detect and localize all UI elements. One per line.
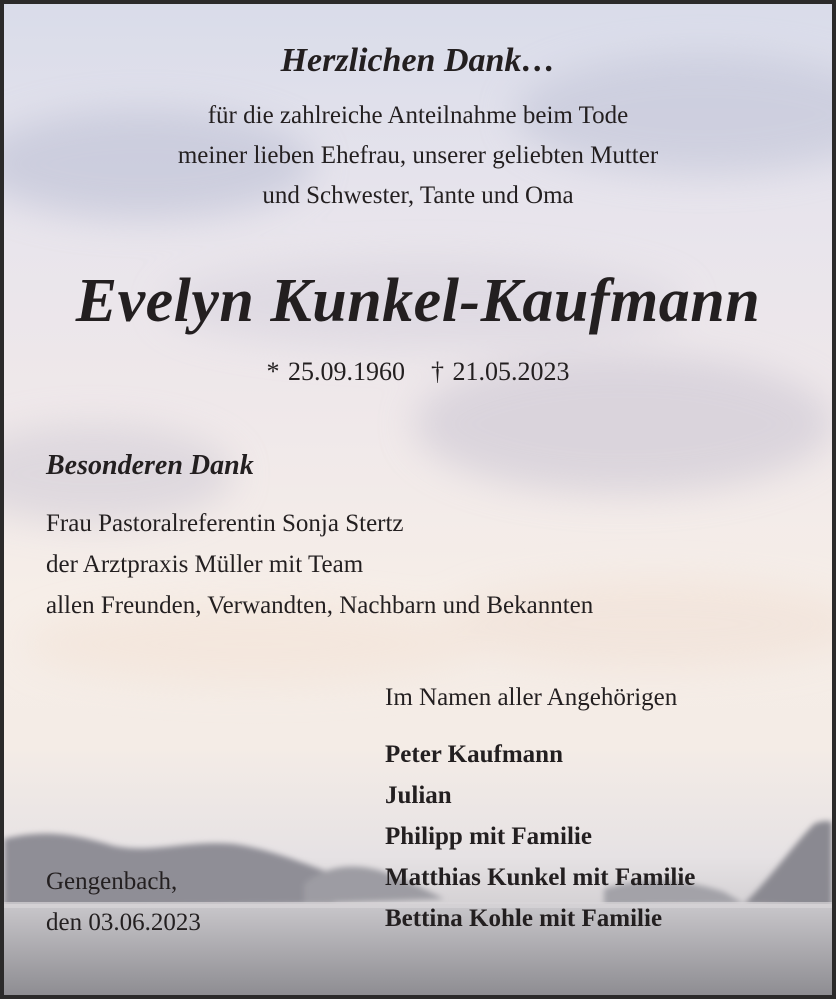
special-thanks-item: der Arztpraxis Müller mit Team: [46, 551, 364, 578]
special-thanks-item: Frau Pastoralreferentin Sonja Stertz: [46, 510, 404, 537]
deceased-name: Evelyn Kunkel-Kaufmann: [75, 267, 761, 335]
family-member: Matthias Kunkel mit Familie: [385, 864, 696, 891]
family-member: Peter Kaufmann: [385, 741, 563, 768]
special-thanks-item: allen Freunden, Verwandten, Nachbarn und Bekannten: [46, 592, 594, 619]
death-date: † 21.05.2023: [431, 357, 570, 386]
special-thanks-list: [46, 503, 593, 626]
thanks-lead-text: [4, 96, 832, 216]
lead-line: und Schwester, Tante und Oma: [262, 182, 574, 209]
life-dates: [4, 357, 832, 387]
family-signatures: [385, 734, 695, 939]
special-thanks-heading: Besonderen Dank: [46, 450, 254, 481]
family-member: Julian: [385, 782, 452, 809]
lead-line: für die zahlreiche Anteilnahme beim Tode: [207, 102, 629, 129]
family-intro: Im Namen aller Angehörigen: [385, 684, 678, 711]
family-member: Bettina Kohle mit Familie: [385, 905, 663, 932]
place-and-date: [46, 861, 201, 943]
family-member: Philipp mit Familie: [385, 823, 592, 850]
date: den 03.06.2023: [46, 909, 201, 936]
obituary-card: [4, 4, 832, 995]
place: Gengenbach,: [46, 868, 178, 895]
lead-line: meiner lieben Ehefrau, unserer geliebten Mutter: [177, 142, 659, 169]
thanks-heading: Herzlichen Dank…: [280, 42, 556, 79]
birth-date: * 25.09.1960: [266, 357, 405, 386]
